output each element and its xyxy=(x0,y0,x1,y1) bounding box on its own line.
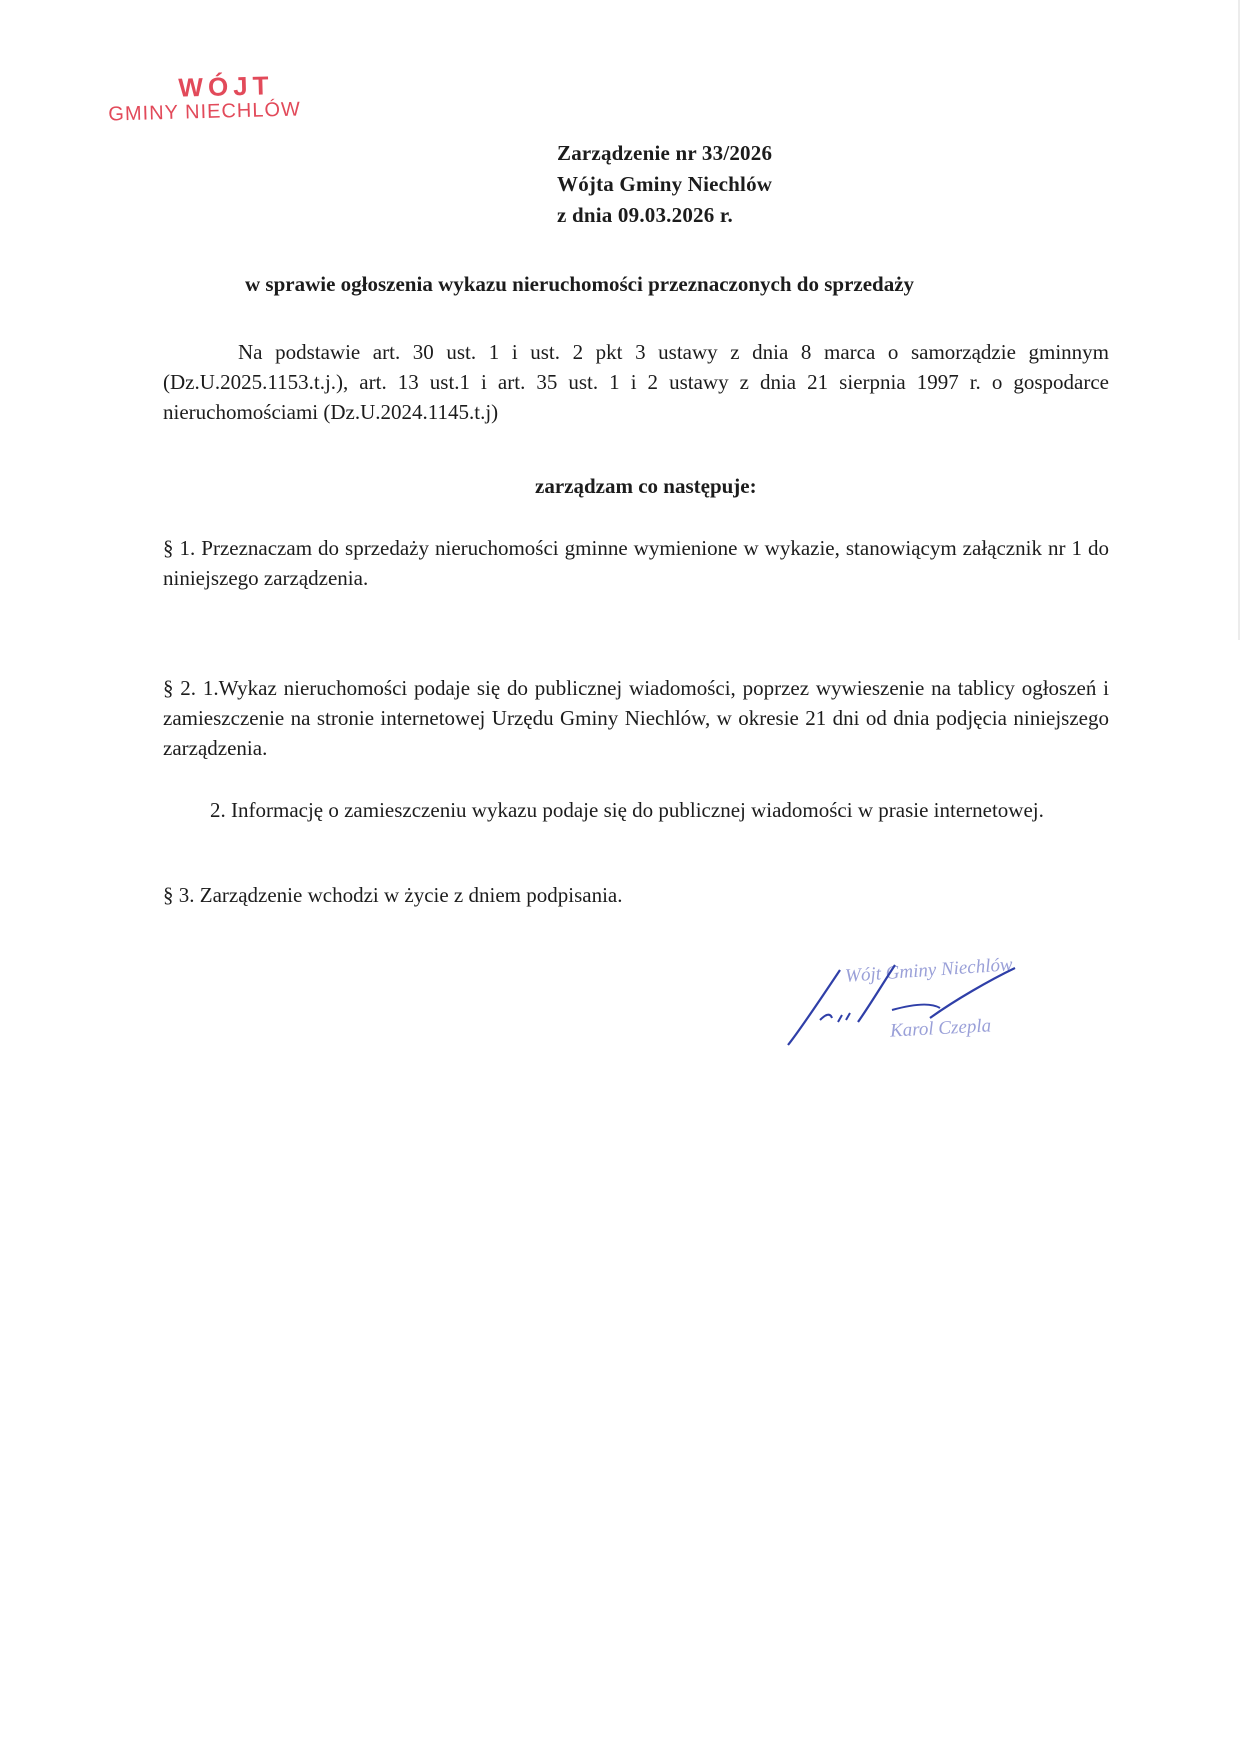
signature-stamp-title: Wójt Gminy Niechlów xyxy=(844,954,1014,987)
section-1: § 1. Przeznaczam do sprzedaży nieruchomości gminne wymienione w wykazie, stanowiącym załącznik nr 1 do niniejszego zarządzenia. xyxy=(163,536,1109,590)
document-header xyxy=(557,138,772,231)
issue-date: z dnia 09.03.2026 r. xyxy=(557,203,733,227)
handwritten-signature xyxy=(780,960,1080,1060)
decree-heading: zarządzam co następuje: xyxy=(535,474,757,498)
legal-basis-paragraph: Na podstawie art. 30 ust. 1 i ust. 2 pkt 3 ustawy z dnia 8 marca o samorządzie gminnym (Dz.U.2025.1153.t.j.), art. 13 ust.1 i art. 35 ust. 1 i 2 ustawy z dnia 21 sierpnia 1997 r. o gospodarce nieruchomościami (Dz.U.2024.1145.t.j) xyxy=(163,340,1109,424)
section-2-point-1: § 2. 1.Wykaz nieruchomości podaje się do publicznej wiadomości, poprzez wywieszenie na tablicy ogłoszeń i zamieszczenie na stronie internetowej Urzędu Gminy Niechlów, w okresie 21 dni od dnia podjęcia niniejszego zarządzenia. xyxy=(163,676,1109,760)
section-2-point-2: 2. Informację o zamieszczeniu wykazu podaje się do publicznej wiadomości w prasie internetowej. xyxy=(210,798,1044,822)
ordinance-number: Zarządzenie nr 33/2026 xyxy=(557,141,773,165)
signature-block xyxy=(780,954,1080,1060)
stamp-subtitle: GMINY NIECHLÓW xyxy=(108,98,302,126)
section-3: § 3. Zarządzenie wchodzi w życie z dniem podpisania. xyxy=(163,883,623,907)
ordinance-subject: w sprawie ogłoszenia wykazu nieruchomości przeznaczonych do sprzedaży xyxy=(245,272,915,296)
stamp-title: WÓJT xyxy=(178,70,274,103)
issuer: Wójta Gminy Niechlów xyxy=(557,172,773,196)
office-stamp xyxy=(107,69,301,126)
signature-stamp-name: Karol Czepla xyxy=(889,1015,992,1042)
